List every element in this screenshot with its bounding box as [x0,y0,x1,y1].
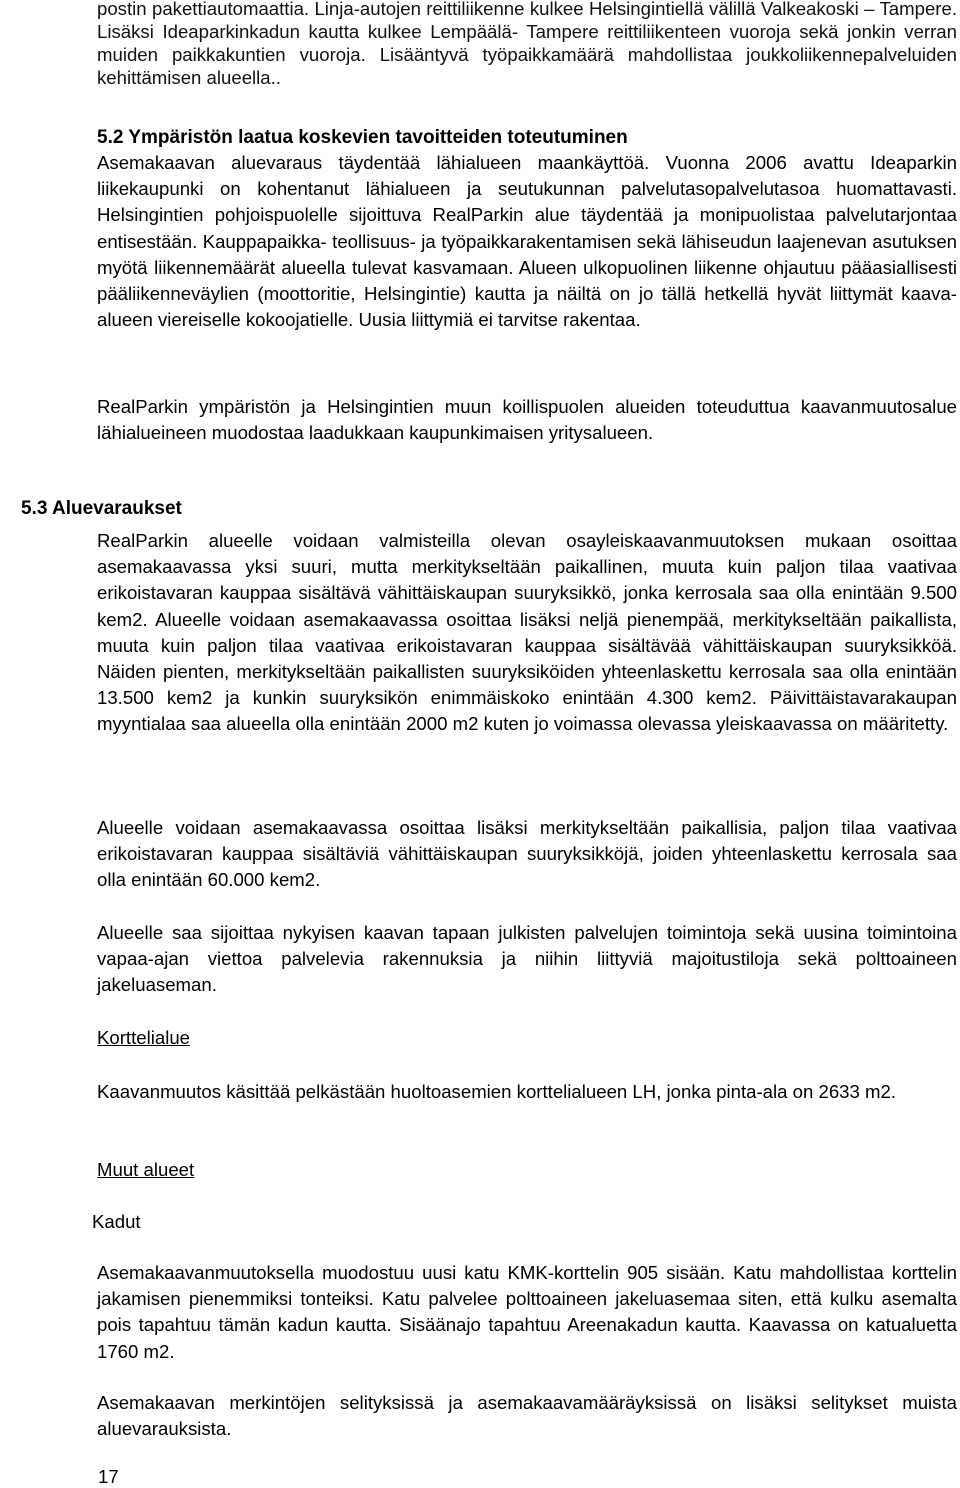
muut-alueet-heading: Muut alueet [97,1159,195,1180]
section-5-3-paragraph-1: RealParkin alueelle voidaan valmisteilla olevan osayleiskaavanmuutoksen mukaan osoittaa asemakaavassa yksi suuri, mutta merkitykseltään paikallinen, muuta kuin paljon tilaa vaativaa erikoistavaran kauppaa sisältävä vähittäiskaupan suuryksikkö, jonka kerrosala saa olla enintään 9.500 kem2. Alueelle voidaan asemakaavassa osoittaa lisäksi neljä pienempää, merkitykseltään paikallista, muuta kuin paljon tilaa vaativaa erikoistavaran kauppaa sisältävää vähittäiskaupan suuryksikköä. Näiden pienten, merkitykseltään paikallisten suuryksiköiden yhteenlaskettu kerrosala saa olla enintään 13.500 kem2 ja kunkin suuryksikön enimmäiskoko enintään 4.300 kem2. Päivittäistavarakaupan myyntialaa saa alueella olla enintään 2000 m2 kuten jo voimassa olevassa yleiskaavassa on määritetty. [97,530,957,735]
section-5-3-paragraph-2: Alueelle voidaan asemakaavassa osoittaa lisäksi merkitykseltään paikallisia, paljon tilaa vaativaa erikoistavaran kauppaa sisältäviä vähittäiskaupan suuryksikköjä, joiden yhteenlaskettu kerrosala saa olla enintään 60.000 kem2. [97,817,957,891]
intro-paragraph: postin pakettiautomaattia. Linja-autojen reittiliikenne kulkee Helsingintiellä välillä Valkeakoski – Tampere. Lisäksi Ideaparkinkadun kautta kulkee Lempäälä- Tampere reittiliikenteen vuoroja sekä jonkin verran muiden paikkakuntien vuoroja. Lisääntyvä työpaikkamäärä mahdollistaa joukkoliikennepalveluiden kehittämisen alueella.. [97,0,957,88]
kadut-paragraph: Asemakaavanmuutoksella muodostuu uusi katu KMK-korttelin 905 sisään. Katu mahdollistaa korttelin jakamisen pienemmiksi tonteiksi. Katu palvelee polttoaineen jakeluasemaa siten, että kulku asemalta pois tapahtuu tämän kadun kautta. Sisäänajo tapahtuu Areenakadun kautta. Kaavassa on katualuetta 1760 m2. [97,1262,957,1362]
korttelialue-paragraph: Kaavanmuutos käsittää pelkästään huoltoasemien korttelialueen LH, jonka pinta-ala on 2633 m2. [97,1081,897,1102]
section-5-3-paragraph-3: Alueelle saa sijoittaa nykyisen kaavan tapaan julkisten palvelujen toimintoja sekä uusina toimintoina vapaa-ajan viettoa palvelevia rakennuksia ja niihin liittyviä majoitustiloja sekä polttoaineen jakeluaseman. [97,922,957,996]
page-number: 17 [98,1466,119,1487]
section-5-2-paragraph-2: RealParkin ympäristön ja Helsingintien muun koillispuolen alueiden toteuduttua kaavanmuutosalue lähialueineen muodostaa laadukkaan kaupunkimaisen yritysalueen. [97,396,957,444]
aluevaraukset-final-paragraph: Asemakaavan merkintöjen selityksissä ja asemakaavamääräyksissä on lisäksi selitykset muista aluevarauksista. [97,1392,957,1440]
section-5-3-heading: 5.3 Aluevaraukset [21,498,182,519]
kadut-heading: Kadut [92,1211,141,1232]
section-5-2-heading: 5.2 Ympäristön laatua koskevien tavoitteiden toteutuminen [97,127,628,148]
korttelialue-heading: Korttelialue [97,1027,191,1048]
section-5-2-paragraph-1: Asemakaavan aluevaraus täydentää lähialueen maankäyttöä. Vuonna 2006 avattu Ideaparkin liikekaupunki on kohentanut lähialueen ja seutukunnan palvelutasopalvelutasoa huomattavasti. Helsingintien pohjoispuolelle sijoittuva RealParkin alue täydentää ja monipuolistaa palvelutarjontaa entisestään. Kauppapaikka- teollisuus- ja työpaikkarakentamisen sekä lähiseudun laajenevan asutuksen myötä liikennemäärät alueella tulevat kasvamaan. Alueen ulkopuolinen liikenne ohjautuu pääasiallisesti pääliikenneväylien (moottoritie, Helsingintie) kautta ja näiltä on jo tällä hetkellä hyvät liittymät kaava-alueen viereiselle kokoojatielle. Uusia liittymiä ei tarvitse rakentaa. [97,152,957,331]
